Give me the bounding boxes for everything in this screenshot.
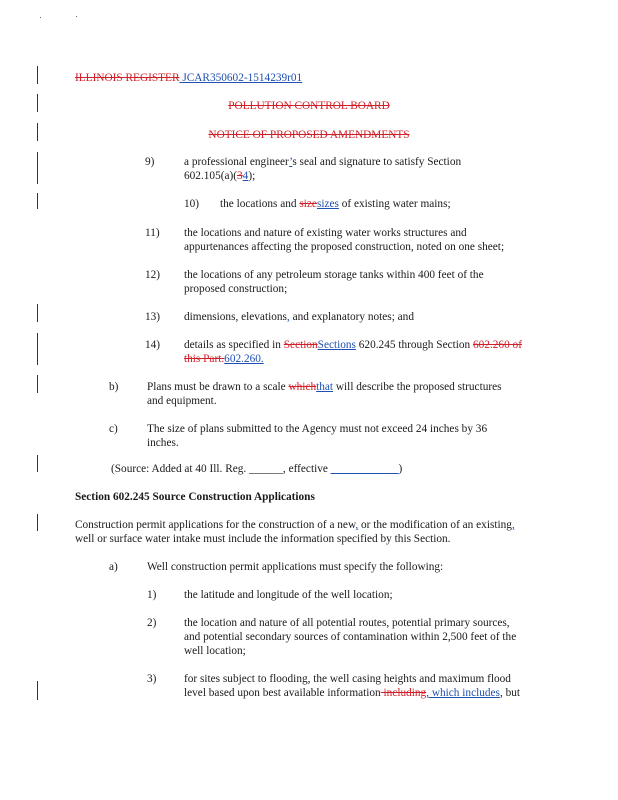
change-bar <box>37 66 38 84</box>
item-9-text: 602.105(a)( <box>184 170 238 182</box>
item-9-text: s seal and signature to satisfy Section <box>292 156 462 168</box>
source-note <box>111 462 402 476</box>
subsection-letter: a) <box>109 561 118 573</box>
item-14-inserted: 602.260. <box>224 353 264 365</box>
register-header <box>75 71 302 85</box>
item-a2-line2: and potential secondary sources of contamination within 2,500 feet of the <box>184 631 517 643</box>
subsection-letter: c) <box>109 423 118 435</box>
board-title-text: POLLUTION CONTROL BOARD <box>228 100 390 112</box>
change-bar <box>37 193 38 209</box>
subsection-b-text: Plans must be drawn to a scale <box>147 381 289 393</box>
item-12-line2: proposed construction; <box>184 283 288 295</box>
source-text: ) <box>398 463 403 475</box>
item-14-text: details as specified in <box>184 339 284 351</box>
item-a3-text: level based upon best available information <box>184 687 381 699</box>
subsection-letter: b) <box>109 381 119 393</box>
item-13-text: and explanatory notes; and <box>289 311 414 323</box>
item-14-line1 <box>184 338 522 352</box>
item-9-deleted: 3 <box>237 170 243 182</box>
subsection-c-line2: inches. <box>147 437 179 449</box>
item-a3-inserted: , which includes <box>426 687 500 699</box>
item-9-line2 <box>184 169 255 183</box>
register-inserted <box>180 72 303 84</box>
change-bar <box>37 304 38 322</box>
board-title <box>0 99 618 113</box>
item-number: 13) <box>145 311 161 323</box>
item-a2-line3: well location; <box>184 645 246 657</box>
item-a3-deleted: including <box>380 687 427 699</box>
section-intro-inserted: , <box>511 519 515 531</box>
item-11-line1: the locations and nature of existing water works structures and <box>184 227 467 239</box>
section-intro-inserted: , <box>355 519 359 531</box>
item-13-inserted: , <box>286 311 290 323</box>
subsection-b-line2: and equipment. <box>147 395 217 407</box>
change-bar <box>37 333 38 365</box>
item-10 <box>220 197 451 211</box>
change-bar <box>37 514 38 531</box>
item-number: 2) <box>147 617 157 629</box>
item-10-text: the locations and <box>220 198 300 210</box>
source-text: (Source: Added at 40 Ill. Reg. ______, effective <box>111 463 331 475</box>
subsection-b-deleted: which <box>288 381 317 393</box>
item-12-line1: the locations of any petroleum storage tanks within 400 feet of the <box>184 269 484 281</box>
item-14-text: 620.245 through Section <box>355 339 473 351</box>
subsection-b-text: will describe the proposed structures <box>333 381 502 393</box>
subsection-a-text: Well construction permit applications must specify the following: <box>147 561 444 573</box>
item-9-inserted: ’ <box>289 156 293 168</box>
item-number: 11) <box>145 227 160 239</box>
item-number: 3) <box>147 673 157 685</box>
item-number: 14) <box>145 339 161 351</box>
section-intro-text: Construction permit applications for the construction of a new <box>75 519 356 531</box>
item-number: 12) <box>145 269 161 281</box>
section-intro-line1 <box>75 518 515 532</box>
item-14-deleted: 602.260 of <box>473 339 522 351</box>
item-9-line1 <box>184 155 461 169</box>
item-14-deleted: Section <box>283 339 318 351</box>
section-intro-line2: well or surface water intake must include the information specified by this Section. <box>75 533 451 545</box>
item-number: 1) <box>147 589 157 601</box>
item-number: 10) <box>184 198 200 210</box>
notice-title <box>0 128 618 142</box>
item-number: 9) <box>145 156 155 168</box>
scan-speck <box>40 17 41 18</box>
item-13-text: dimensions, elevations <box>184 311 287 323</box>
item-a3-line2 <box>184 686 520 700</box>
item-14-line2 <box>184 352 264 366</box>
section-heading <box>75 490 315 504</box>
item-11-line2: appurtenances affecting the proposed construction, noted on one sheet; <box>184 241 505 253</box>
item-9-inserted: 4 <box>242 170 249 182</box>
item-9-text: a professional engineer <box>184 156 290 168</box>
subsection-b-inserted: that <box>316 381 334 393</box>
subsection-c-line1: The size of plans submitted to the Agency must not exceed 24 inches by 36 <box>147 423 488 435</box>
notice-title-text: NOTICE OF PROPOSED AMENDMENTS <box>208 129 410 141</box>
source-inserted: ____________ <box>330 463 399 475</box>
item-a1: the latitude and longitude of the well location; <box>184 589 393 601</box>
item-10-deleted: size <box>299 198 317 210</box>
item-10-inserted: sizes <box>316 198 339 210</box>
change-bar <box>37 681 38 700</box>
register-inserted-text: JCAR350602-1514239r01 <box>182 72 303 84</box>
item-a3-line1: for sites subject to flooding, the well casing heights and maximum flood <box>184 673 511 685</box>
item-a2-line1: the location and nature of all potential routes, potential primary sources, <box>184 617 510 629</box>
register-deleted: ILLINOIS REGISTER <box>75 72 180 84</box>
scan-speck <box>76 16 77 17</box>
section-intro-text: or the modification of an existing <box>358 519 512 531</box>
change-bar <box>37 152 38 184</box>
change-bar <box>37 455 38 472</box>
section-heading-text: Section 602.245 Source Construction Applications <box>75 491 315 503</box>
item-9-text: ); <box>248 170 256 182</box>
item-13 <box>184 310 414 324</box>
change-bar <box>37 375 38 393</box>
item-14-deleted: this Part. <box>184 353 225 365</box>
item-a3-text: , but <box>499 687 521 699</box>
item-14-inserted: Sections <box>317 339 356 351</box>
subsection-b-line1 <box>147 380 502 394</box>
item-10-text: of existing water mains; <box>338 198 451 210</box>
